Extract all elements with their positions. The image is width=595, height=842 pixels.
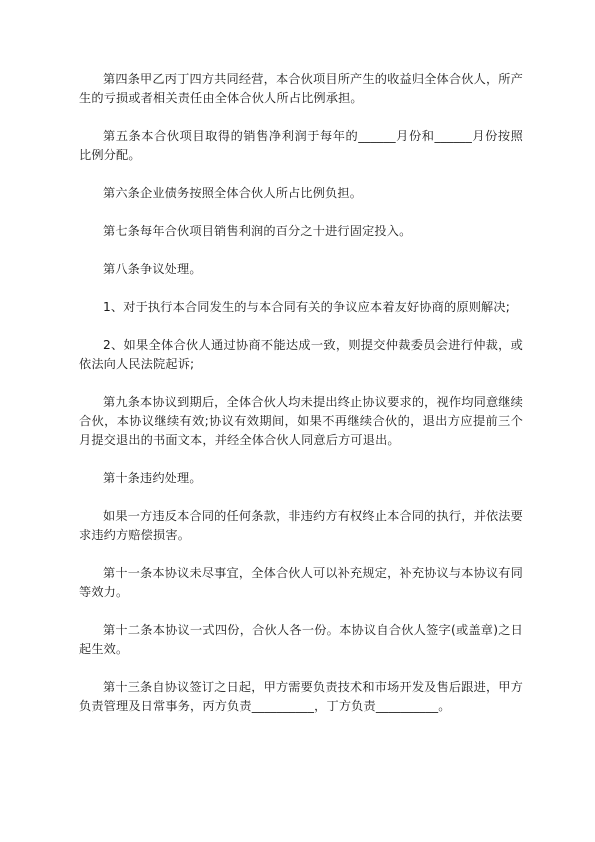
article-8-heading: 第八条争议处理。 [103,262,202,276]
article-7-paragraph: 第七条每年合伙项目销售利润的百分之十进行固定投入。 [103,224,412,238]
article-4-paragraph: 第四条甲乙丙丁四方共同经营，本合伙项目所产生的收益归全体合伙人，所产生的亏损或者相关责任由全体合伙人所占比例承担。 [79,72,523,105]
article-13-paragraph: 第十三条自协议签订之日起，甲方需要负责技术和市场开发及售后跟进，甲方负责管理及日常事务，丙方负责__________，丁方负责__________。 [79,680,523,713]
article-5-paragraph: 第五条本合伙项目取得的销售净利润于每年的______月份和______月份按照比例分配。 [79,129,523,162]
article-10-body: 如果一方违反本合同的任何条款，非违约方有权终止本合同的执行，并依法要求违约方赔偿损害。 [79,509,523,542]
article-11-paragraph: 第十一条本协议未尽事宜，全体合伙人可以补充规定，补充协议与本协议有同等效力。 [79,566,523,599]
article-10-heading: 第十条违约处理。 [103,471,202,485]
document-body [79,70,523,735]
article-8-item-2: 2、如果全体合伙人通过协商不能达成一致，则提交仲裁委员会进行仲裁，或依法向人民法院起诉; [79,338,523,371]
article-12-paragraph: 第十二条本协议一式四份，合伙人各一份。本协议自合伙人签字(或盖章)之日起生效。 [79,623,523,656]
article-8-item-1: 1、对于执行本合同发生的与本合同有关的争议应本着友好协商的原则解决; [103,300,510,314]
article-9-paragraph: 第九条本协议到期后，全体合伙人均未提出终止协议要求的，视作均同意继续合伙，本协议继续有效;协议有效期间，如果不再继续合伙的，退出方应提前三个月提交退出的书面文本，并经全体合伙人同意后方可退出。 [79,395,523,447]
article-6-paragraph: 第六条企业债务按照全体合伙人所占比例负担。 [103,186,363,200]
